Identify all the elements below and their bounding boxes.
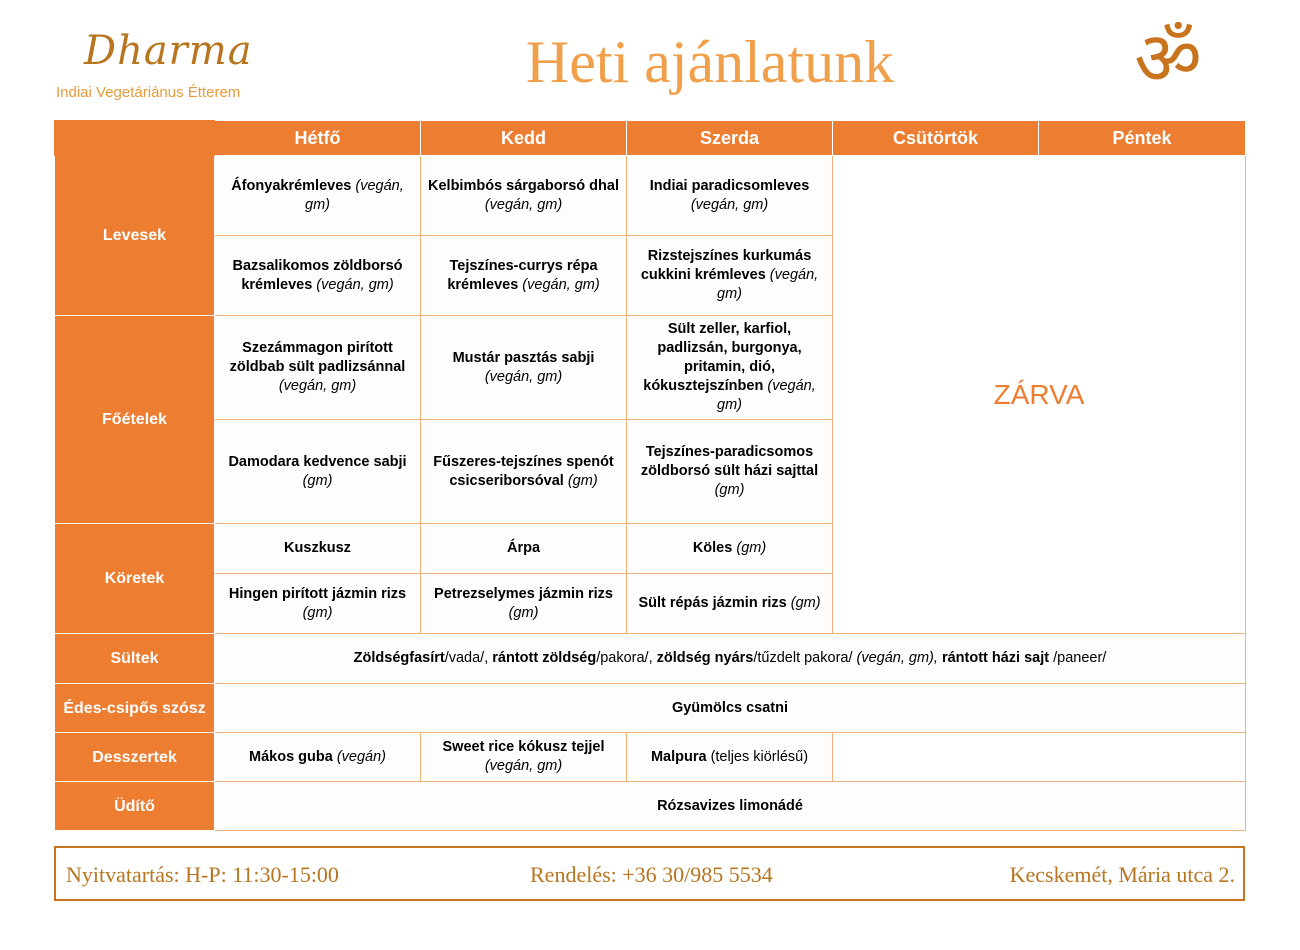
category-udito: Üdítő: [55, 782, 215, 831]
day-header-tuesday: Kedd: [421, 121, 627, 156]
category-sultek: Sültek: [55, 634, 215, 684]
page-title: Heti ajánlatunk: [525, 29, 895, 95]
om-icon: ॐ: [1134, 16, 1202, 102]
menu-item: Mustár pasztás sabji (vegán, gm): [421, 316, 627, 420]
day-header-friday: Péntek: [1039, 121, 1246, 156]
menu-item: Mákos guba (vegán): [215, 733, 421, 782]
menu-item: Rizstejszínes kurkumás cukkini krémleves (vegán, gm): [627, 236, 833, 316]
udito-item: Rózsavizes limonádé: [215, 782, 1246, 831]
header-row: [55, 121, 1246, 156]
menu-item: Fűszeres-tejszínes spenót csicseriborsóval (gm): [421, 420, 627, 524]
table-row: [55, 634, 1246, 684]
day-header-monday: Hétfő: [215, 121, 421, 156]
menu-item: Damodara kedvence sabji (gm): [215, 420, 421, 524]
menu-item: Tejszínes-currys répa krémleves (vegán, gm): [421, 236, 627, 316]
menu-item: Árpa: [421, 524, 627, 574]
szosz-item: Gyümölcs csatni: [215, 684, 1246, 733]
address: Kecskemét, Mária utca 2.: [1009, 862, 1235, 887]
menu-item: Indiai paradicsomleves (vegán, gm): [627, 156, 833, 236]
table-row: [55, 733, 1246, 782]
menu-item: Malpura (teljes kiörlésű): [627, 733, 833, 782]
menu-item: Sült répás jázmin rizs (gm): [627, 574, 833, 634]
menu-item: Sült zeller, karfiol, padlizsán, burgonya, pritamin, dió, kókusztejszínben (vegán, gm): [627, 316, 833, 420]
menu-item: Szezámmagon pirított zöldbab sült padlizsánnal (vegán, gm): [215, 316, 421, 420]
day-header-thursday: Csütörtök: [833, 121, 1039, 156]
menu-item: Kuszkusz: [215, 524, 421, 574]
table-row: [55, 684, 1246, 733]
category-foetelek: Főételek: [55, 316, 215, 524]
menu-item: Petrezselymes jázmin rizs (gm): [421, 574, 627, 634]
opening-hours: Nyitvatartás: H-P: 11:30-15:00: [66, 862, 339, 887]
menu-item: Tejszínes-paradicsomos zöldborsó sült házi sajttal (gm): [627, 420, 833, 524]
menu-item: Áfonyakrémleves (vegán, gm): [215, 156, 421, 236]
menu-item: Bazsalikomos zöldborsó krémleves (vegán, gm): [215, 236, 421, 316]
menu-item: Sweet rice kókusz tejjel (vegán, gm): [421, 733, 627, 782]
footer-info-box: [54, 846, 1245, 901]
category-levesek: Levesek: [55, 156, 215, 316]
day-header-wednesday: Szerda: [627, 121, 833, 156]
menu-item: Hingen pirított jázmin rizs (gm): [215, 574, 421, 634]
weekly-menu-table: [54, 120, 1246, 831]
logo-word: Dharma: [84, 28, 253, 74]
table-row: [55, 782, 1246, 831]
menu-item: Köles (gm): [627, 524, 833, 574]
category-szosz: Édes-csipős szósz: [55, 684, 215, 733]
table-row: [55, 156, 1246, 236]
category-desszertek: Desszertek: [55, 733, 215, 782]
empty-cell: [833, 733, 1246, 782]
category-koretek: Köretek: [55, 524, 215, 634]
menu-item: Kelbimbós sárgaborsó dhal (vegán, gm): [421, 156, 627, 236]
closed-label: ZÁRVA: [833, 156, 1246, 634]
order-phone: Rendelés: +36 30/985 5534: [530, 862, 773, 887]
logo-subtitle: Indiai Vegetáriánus Étterem: [56, 84, 241, 101]
corner-cell: [55, 121, 215, 156]
sultek-item: Zöldségfasírt/vada/, rántott zöldség/pakora/, zöldség nyárs/tűzdelt pakora/ (vegán, gm), rántott házi sajt /paneer/: [215, 634, 1246, 684]
restaurant-logo: [56, 14, 276, 106]
